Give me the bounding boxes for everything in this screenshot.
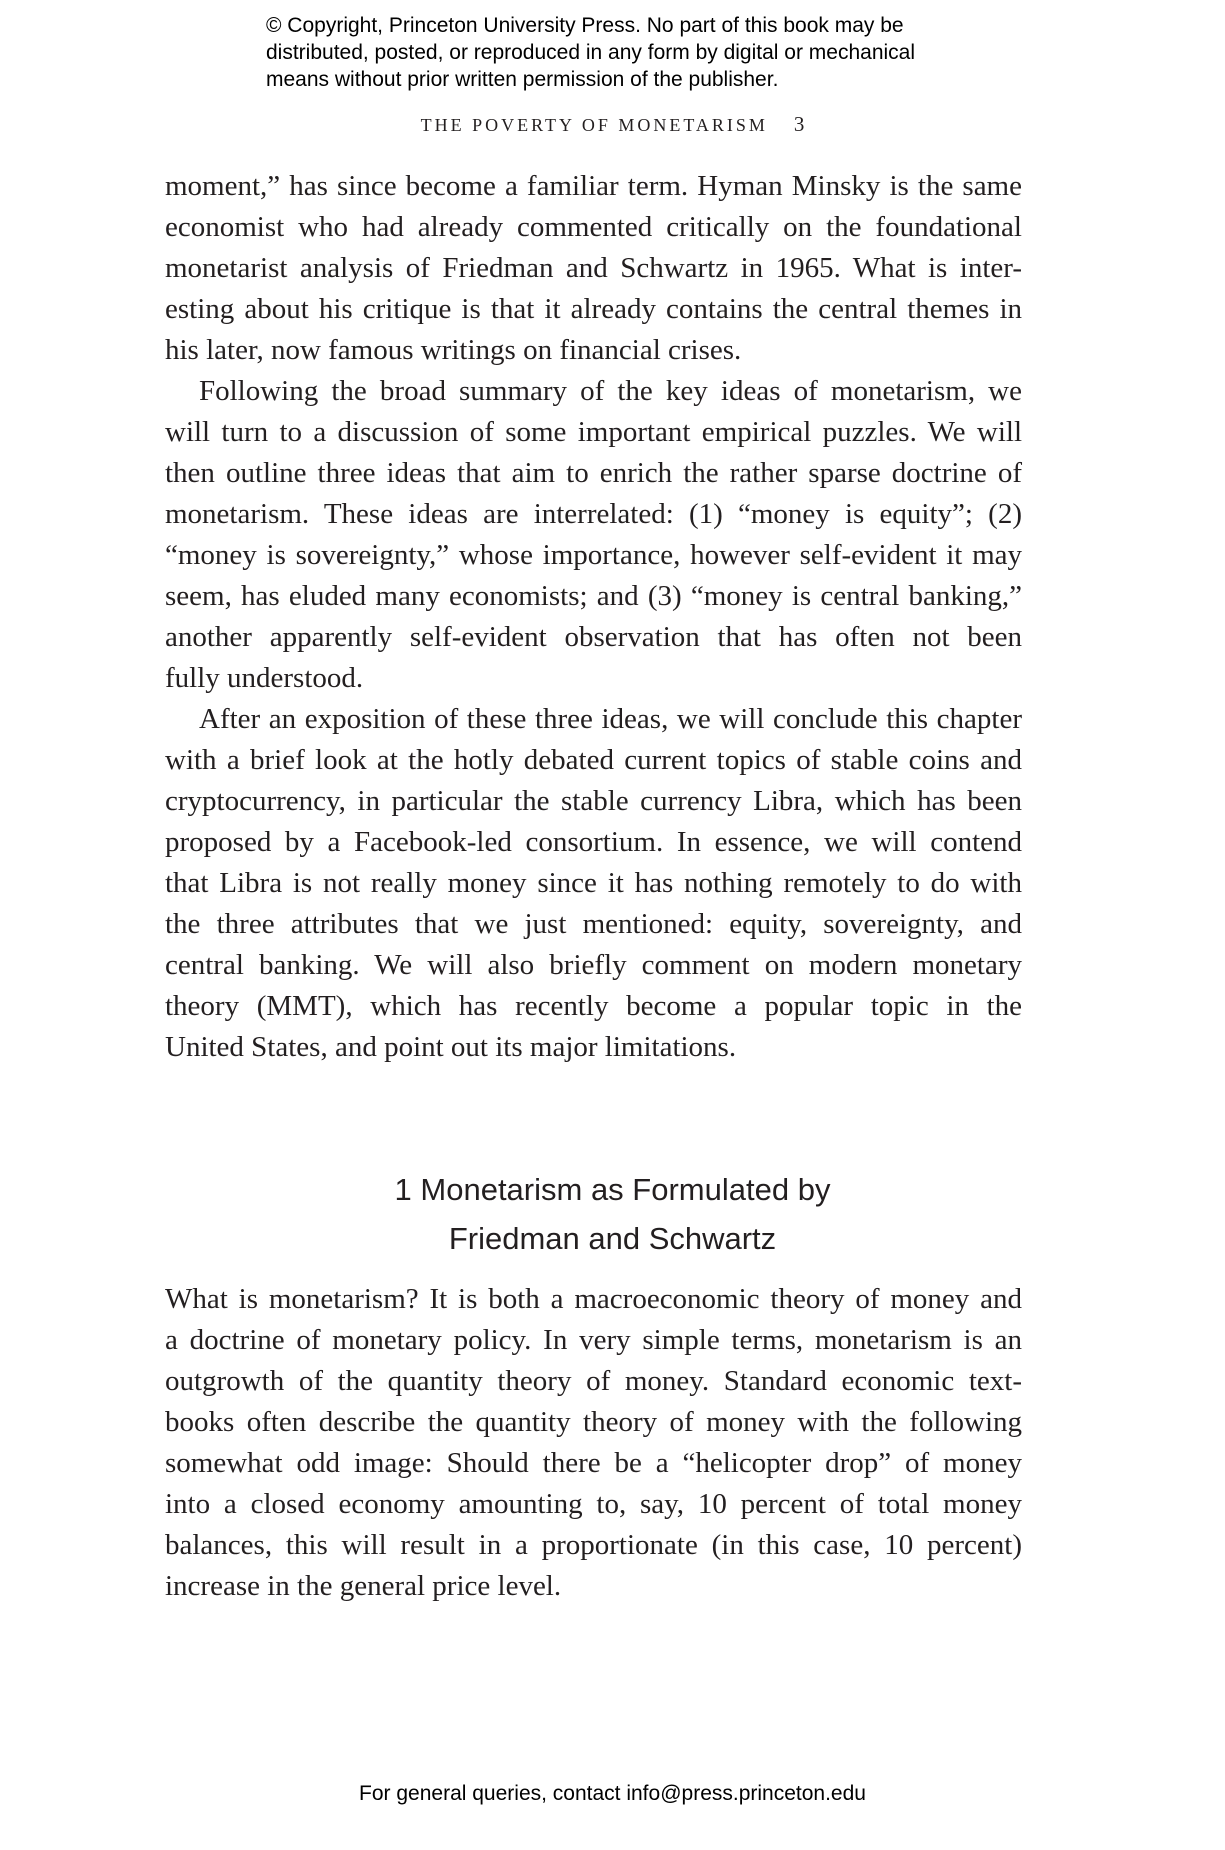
running-head-title: THE POVERTY OF MONETARISM: [420, 115, 768, 135]
paragraph: [165, 1279, 1022, 1607]
text-line: another apparently self-evident observation that has often not been: [165, 621, 1022, 653]
section-heading: [0, 1165, 1225, 1263]
text-line: central banking. We will also briefly comment on modern monetary: [165, 949, 1022, 981]
running-head: [0, 112, 1225, 137]
section-heading-line: Friedman and Schwartz: [448, 1221, 777, 1256]
paragraph: [165, 699, 1022, 1068]
copyright-line: distributed, posted, or reproduced in any form by digital or mechanical: [266, 41, 916, 64]
text-line: with a brief look at the hotly debated current topics of stable coins and: [165, 744, 1022, 776]
text-line: then outline three ideas that aim to enrich the rather sparse doctrine of: [165, 457, 1022, 489]
text-line: balances, this will result in a proportionate (in this case, 10 percent): [165, 1529, 1022, 1561]
text-line: a doctrine of monetary policy. In very simple terms, monetarism is an: [165, 1324, 1022, 1356]
text-line: seem, has eluded many economists; and (3) “money is central banking,”: [165, 580, 1022, 612]
text-line: outgrowth of the quantity theory of money. Standard economic text-: [165, 1365, 1022, 1397]
footer-contact: For general queries, contact info@press.princeton.edu: [359, 1782, 866, 1805]
text-line: proposed by a Facebook-led consortium. In essence, we will contend: [165, 826, 1022, 858]
page-number: 3: [793, 112, 805, 136]
text-line: economist who had already commented critically on the foundational: [165, 211, 1022, 243]
text-line: “money is sovereignty,” whose importance, however self-evident it may: [165, 539, 1022, 571]
text-line: After an exposition of these three ideas, we will conclude this chapter: [199, 703, 1022, 735]
paragraph: [165, 371, 1022, 699]
text-line: monetarist analysis of Friedman and Schwartz in 1965. What is inter-: [165, 252, 1022, 284]
text-line: books often describe the quantity theory of money with the following: [165, 1406, 1022, 1438]
section-heading-line: 1 Monetarism as Formulated by: [394, 1172, 831, 1207]
text-line: cryptocurrency, in particular the stable currency Libra, which has been: [165, 785, 1022, 817]
text-line: that Libra is not really money since it has nothing remotely to do with: [165, 867, 1022, 899]
copyright-line: means without prior written permission of the publisher.: [266, 68, 779, 91]
text-line: What is monetarism? It is both a macroeconomic theory of money and: [165, 1283, 1022, 1315]
text-line: Following the broad summary of the key ideas of monetarism, we: [199, 375, 1022, 407]
copyright-line: © Copyright, Princeton University Press. No part of this book may be: [266, 14, 904, 37]
text-line: monetarism. These ideas are interrelated: (1) “money is equity”; (2): [165, 498, 1022, 530]
copyright-notice: [266, 12, 915, 93]
text-line: United States, and point out its major limitations.: [165, 1031, 737, 1063]
text-line: somewhat odd image: Should there be a “helicopter drop” of money: [165, 1447, 1022, 1479]
text-line: into a closed economy amounting to, say, 10 percent of total money: [165, 1488, 1022, 1520]
text-line: moment,” has since become a familiar term. Hyman Minsky is the same: [165, 170, 1022, 202]
paragraph: [165, 166, 1022, 371]
text-line: increase in the general price level.: [165, 1570, 562, 1602]
text-line: esting about his critique is that it already contains the central themes in: [165, 293, 1022, 325]
text-line: the three attributes that we just mentioned: equity, sovereignty, and: [165, 908, 1022, 940]
text-line: fully understood.: [165, 662, 364, 694]
text-line: theory (MMT), which has recently become a popular topic in the: [165, 990, 1022, 1022]
text-line: his later, now famous writings on financial crises.: [165, 334, 742, 366]
text-line: will turn to a discussion of some important empirical puzzles. We will: [165, 416, 1022, 448]
